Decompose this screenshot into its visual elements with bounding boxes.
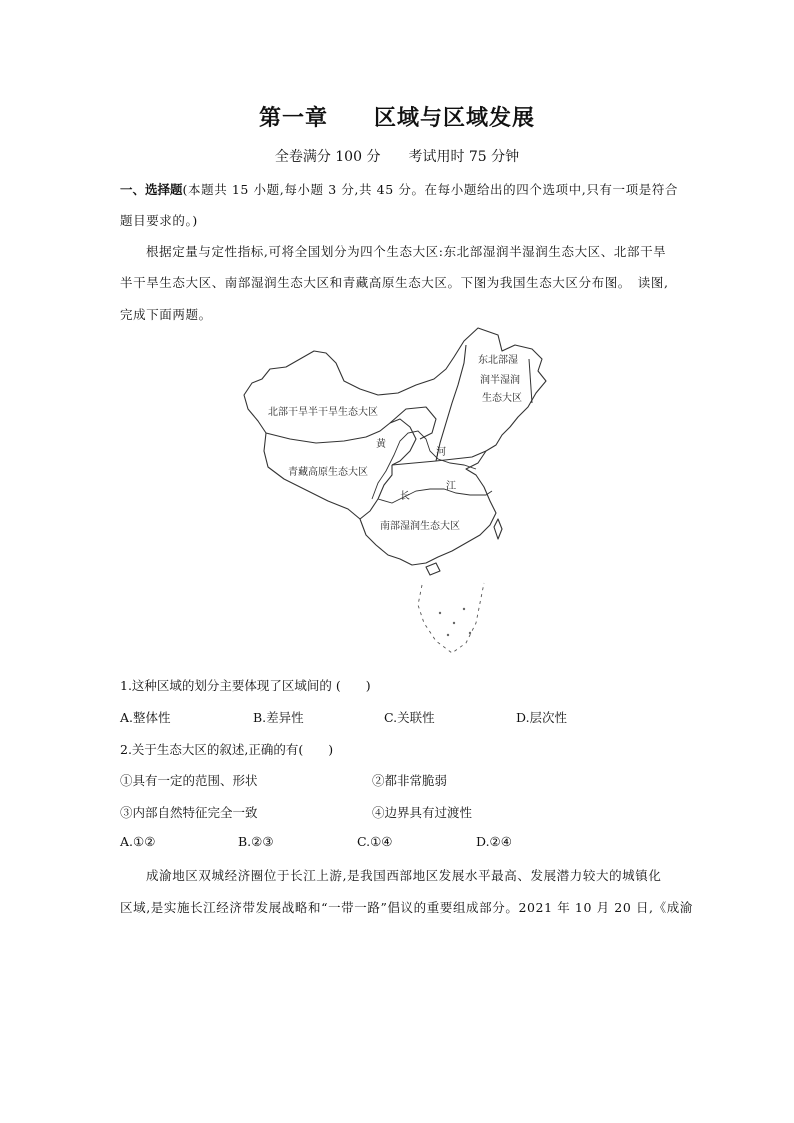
- q2-statement-2: ②都非常脆弱: [372, 773, 448, 788]
- q1-option-b[interactable]: B.差异性: [253, 710, 304, 725]
- q2-statement-4: ④边界具有过渡性: [372, 805, 473, 820]
- label-leader-line: [529, 359, 532, 403]
- map-label-jiang: 江: [446, 481, 456, 492]
- map-label-huang: 黄: [376, 439, 386, 450]
- map-label-northeast-3: 生态大区: [482, 393, 522, 404]
- q1-option-d[interactable]: D.层次性: [516, 710, 568, 725]
- map-label-north: 北部干旱半干旱生态大区: [268, 407, 378, 418]
- section-instruction-line: [120, 180, 678, 198]
- section-instruction: (本题共 15 小题,每小题 3 分,共 45 分。在每小题给出的四个选项中,只有一项是符合: [182, 182, 679, 197]
- map-label-south: 南部湿润生态大区: [380, 521, 460, 532]
- q1-option-a[interactable]: A.整体性: [120, 710, 171, 725]
- passage2-line2: 区域,是实施长江经济带发展战略和“一带一路”倡议的重要组成部分。2021 年 10 月 20 日,《成渝: [120, 900, 693, 915]
- q2-option-c[interactable]: C.①④: [357, 834, 393, 849]
- q2-option-a[interactable]: A.①②: [120, 834, 156, 849]
- q2-option-b[interactable]: B.②③: [238, 834, 274, 849]
- section-heading: 一、选择题: [120, 182, 183, 197]
- map-label-chang: 长: [400, 491, 410, 502]
- question-1-stem: 1.这种区域的划分主要体现了区域间的 ( ): [120, 678, 371, 693]
- taiwan-island: [494, 519, 502, 539]
- map-label-he: 河: [436, 447, 446, 458]
- section-instruction-cont: 题目要求的。): [120, 213, 198, 228]
- chapter-title: 第一章 区域与区域发展: [258, 106, 535, 131]
- q2-statement-3: ③内部自然特征完全一致: [120, 805, 258, 820]
- yangtze-river: [378, 489, 492, 503]
- q2-statement-1: ①具有一定的范围、形状: [120, 773, 258, 788]
- passage1-line2: 半干旱生态大区、南部湿润生态大区和青藏高原生态大区。下图为我国生态大区分布图。 读图,: [120, 275, 669, 290]
- map-label-northeast-2: 润半湿润: [480, 375, 520, 386]
- passage1-line3: 完成下面两题。: [120, 307, 212, 322]
- q2-option-d[interactable]: D.②④: [476, 834, 512, 849]
- exam-subtitle: 全卷满分 100 分 考试用时 75 分钟: [274, 149, 520, 165]
- yellow-river: [372, 431, 476, 499]
- q1-option-c[interactable]: C.关联性: [384, 710, 435, 725]
- south-sea-islands: [439, 608, 471, 636]
- hainan-island: [426, 563, 440, 575]
- passage1-line1: 根据定量与定性指标,可将全国划分为四个生态大区:东北部湿润半湿润生态大区、北部干旱: [146, 244, 667, 259]
- ecological-region-map: [240, 323, 560, 668]
- passage2-line1: 成渝地区双城经济圈位于长江上游,是我国西部地区发展水平最高、发展潜力较大的城镇化: [146, 868, 662, 883]
- question-2-stem: 2.关于生态大区的叙述,正确的有( ): [120, 742, 334, 757]
- nine-dash-line: [418, 583, 484, 653]
- map-label-tibet: 青藏高原生态大区: [288, 467, 368, 478]
- map-label-northeast-1: 东北部湿: [478, 355, 518, 366]
- north-tibet-boundary: [266, 419, 416, 465]
